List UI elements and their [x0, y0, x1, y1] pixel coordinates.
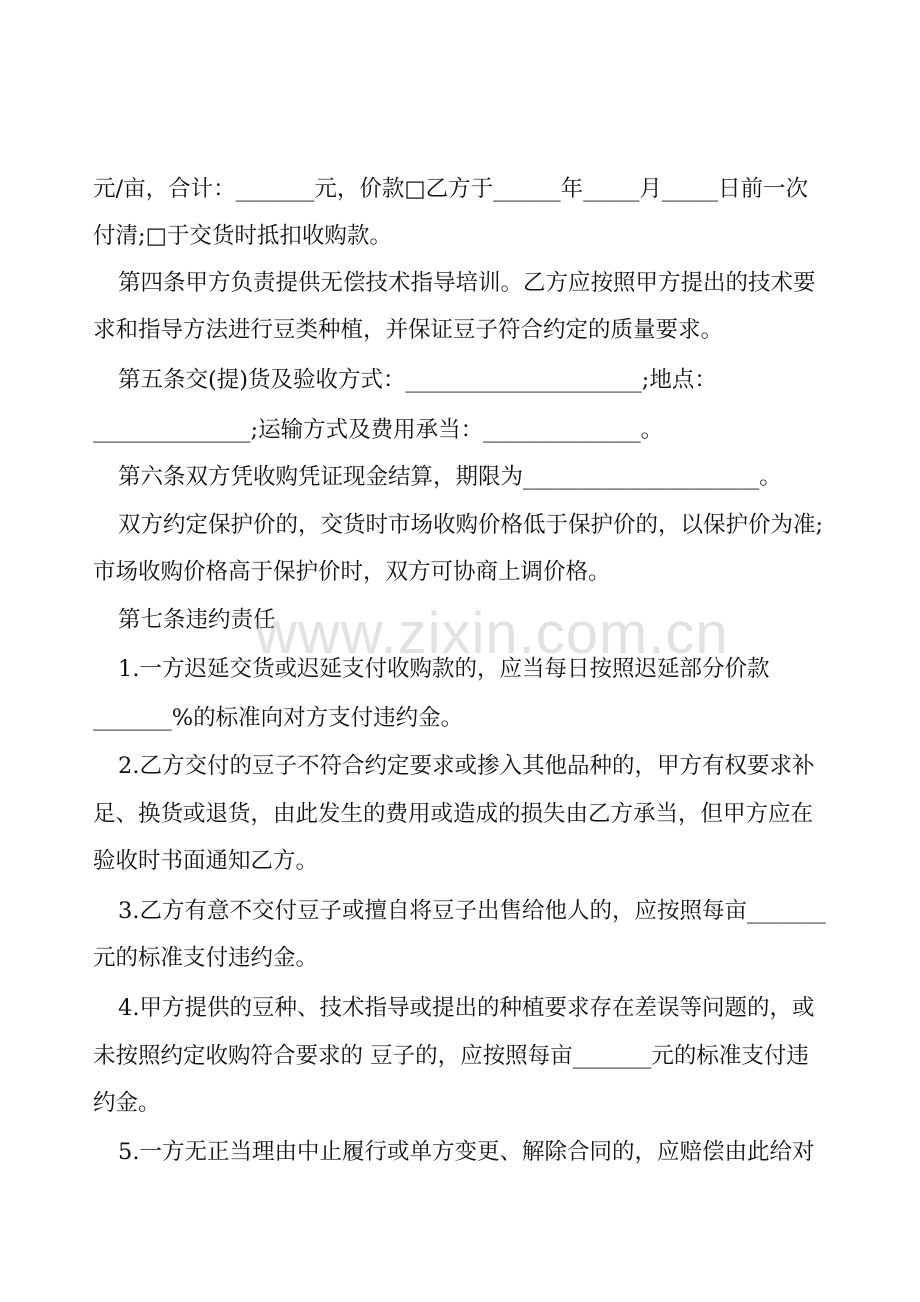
text-line-14: 足、换货或退货，由此发生的费用或造成的损失由乙方承当，但甲方应在	[93, 801, 814, 827]
text-line-21: 5.一方无正当理由中止履行或单方变更、解除合同的，应赔偿由此给对	[118, 1139, 815, 1165]
text-line-2: 付清;□于交货时抵扣收购款。	[93, 223, 392, 249]
text-line-16: 3.乙方有意不交付豆子或擅自将豆子出售给他人的，应按照每亩_______	[118, 898, 826, 924]
text-line-17: 元的标准支付违约金。	[93, 945, 319, 971]
text-line-10: 第七条违约责任	[118, 607, 276, 633]
text-line-12: _______%的标准向对方支付违约金。	[93, 705, 464, 731]
text-line-1: 元/亩，合计：_______元，价款□乙方于______年_____月_____日前一次	[93, 176, 809, 202]
text-line-20: 约金。	[93, 1090, 161, 1116]
text-line-9: 市场收购价格高于保护价时，双方可协商上调价格。	[93, 559, 611, 585]
text-line-15: 验收时书面通知乙方。	[93, 848, 319, 874]
text-line-11: 1.一方迟延交货或迟延支付收购款的，应当每日按照迟延部分价款	[118, 656, 770, 682]
watermark: www.zixin.com.cn	[255, 601, 729, 666]
text-line-5: 第五条交(提)货及验收方式：_____________________;地点：	[118, 367, 717, 393]
text-line-8: 双方约定保护价的，交货时市场收购价格低于保护价的，以保护价为准;	[118, 512, 824, 538]
text-line-19: 未按照约定收购符合要求的 豆子的，应按照每亩_______元的标准支付违	[93, 1043, 809, 1069]
text-line-7: 第六条双方凭收购凭证现金结算，期限为_____________________。	[118, 464, 782, 490]
text-line-4: 求和指导方法进行豆类种植，并保证豆子符合约定的质量要求。	[93, 317, 724, 343]
text-line-3: 第四条甲方负责提供无偿技术指导培训。乙方应按照甲方提出的技术要	[118, 270, 816, 296]
text-line-18: 4.甲方提供的豆种、技术指导或提出的种植要求存在差误等问题的，或	[118, 995, 815, 1021]
text-line-6: ______________;运输方式及费用承当：______________。	[93, 417, 664, 443]
text-line-13: 2.乙方交付的豆子不符合约定要求或掺入其他品种的，甲方有权要求补	[118, 753, 815, 779]
